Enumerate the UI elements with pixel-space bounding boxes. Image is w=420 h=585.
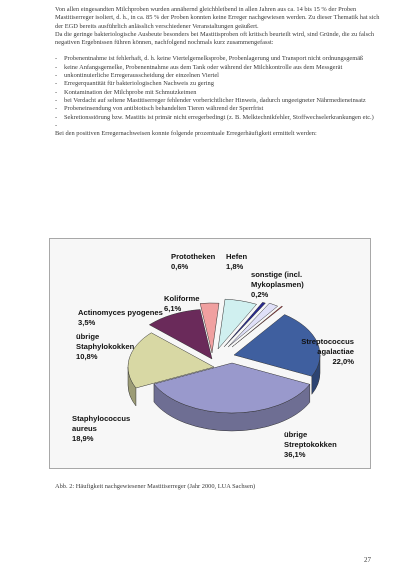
pie-chart [50, 239, 370, 468]
slice-label: Actinomyces pyogenes 3,5% [78, 308, 163, 327]
pie-chart-frame [49, 238, 371, 469]
slice-label: Staphylococcus aureus 18,9% [72, 414, 131, 443]
list-item: - keine Anfangsgemelke, Probenentnahme aus dem Tank oder während der Milchkontrolle aus dem Messgerät [55, 64, 385, 72]
paragraph-1: Von allen eingesandten Milchproben wurden annähernd gleichbleibend in allen Jahren aus ca. 14 bis 15 % der Proben Mastitiserreger isoliert, d. h., in ca. 85 % der Proben konnten keine Erreger nachgewiesen werden. Zu dieser Thematik hat sich der EGD bereits ausführlich anlässlich verschiedener Veranstaltungen geäußert. [55, 6, 380, 30]
slice-label: Hefen 1,8% [226, 252, 248, 271]
list-item: - Erregerquantität für bakteriologischen Nachweis zu gering [55, 80, 385, 88]
slice-label: Streptococcus agalactiae 22,0% [301, 337, 354, 366]
slice-label: übrige Streptokokken 36,1% [284, 430, 337, 459]
slice-label: Prototheken 0,6% [171, 252, 216, 271]
slice-label: übrige Staphylokokken 10,8% [76, 332, 135, 361]
intro-text-block [55, 6, 385, 138]
paragraph-3: Bei den positiven Erregernachweisen konnte folgende prozentuale Erregerhäufigkeit ermittelt werden: [55, 129, 317, 137]
list-item: - bei Verdacht auf seltene Mastitiserreger fehlender vorberichtlicher Hinweis, dadurch ungeeigneter Nährmedieneinsatz [55, 97, 385, 105]
slice-label: sonstige (incl. Mykoplasmen) 0,2% [251, 270, 304, 299]
page-number: 27 [364, 556, 371, 564]
list-item: - Probeneinsendung von antibiotisch behandelten Tieren während der Sperrfrist [55, 105, 385, 113]
list-item: - Probenentnahme ist fehlerhaft, d. h. keine Viertelgemelksprobe, Probenlagerung und Transport nicht ordnungsgemäß [55, 55, 385, 63]
slice-label: Koliforme 6,1% [164, 294, 200, 313]
reasons-list [55, 55, 385, 121]
figure-caption: Abb. 2: Häufigkeit nachgewiesener Mastitiserreger (Jahr 2000, LUA Sachsen) [55, 483, 256, 490]
list-item: - unkontinuierliche Erregerausscheidung der einzelnen Viertel [55, 72, 385, 80]
list-item: - Sekretionsstörung bzw. Mastitis ist primär nicht erregerbedingt (z. B. Melktechnikfehler, Stoffwechselerkrankungen etc.) [55, 114, 385, 122]
list-item: - Kontamination der Milchprobe mit Schmutzkeimen [55, 89, 385, 97]
paragraph-2: Da die geringe bakteriologische Ausbeute besonders bei Mastitisproben oft kritisch beurteilt wird, sind Gründe, die zu falsch negativen Ergebnissen führen können, nachfolgend nochmals kurz zusammengefasst: [55, 30, 375, 47]
